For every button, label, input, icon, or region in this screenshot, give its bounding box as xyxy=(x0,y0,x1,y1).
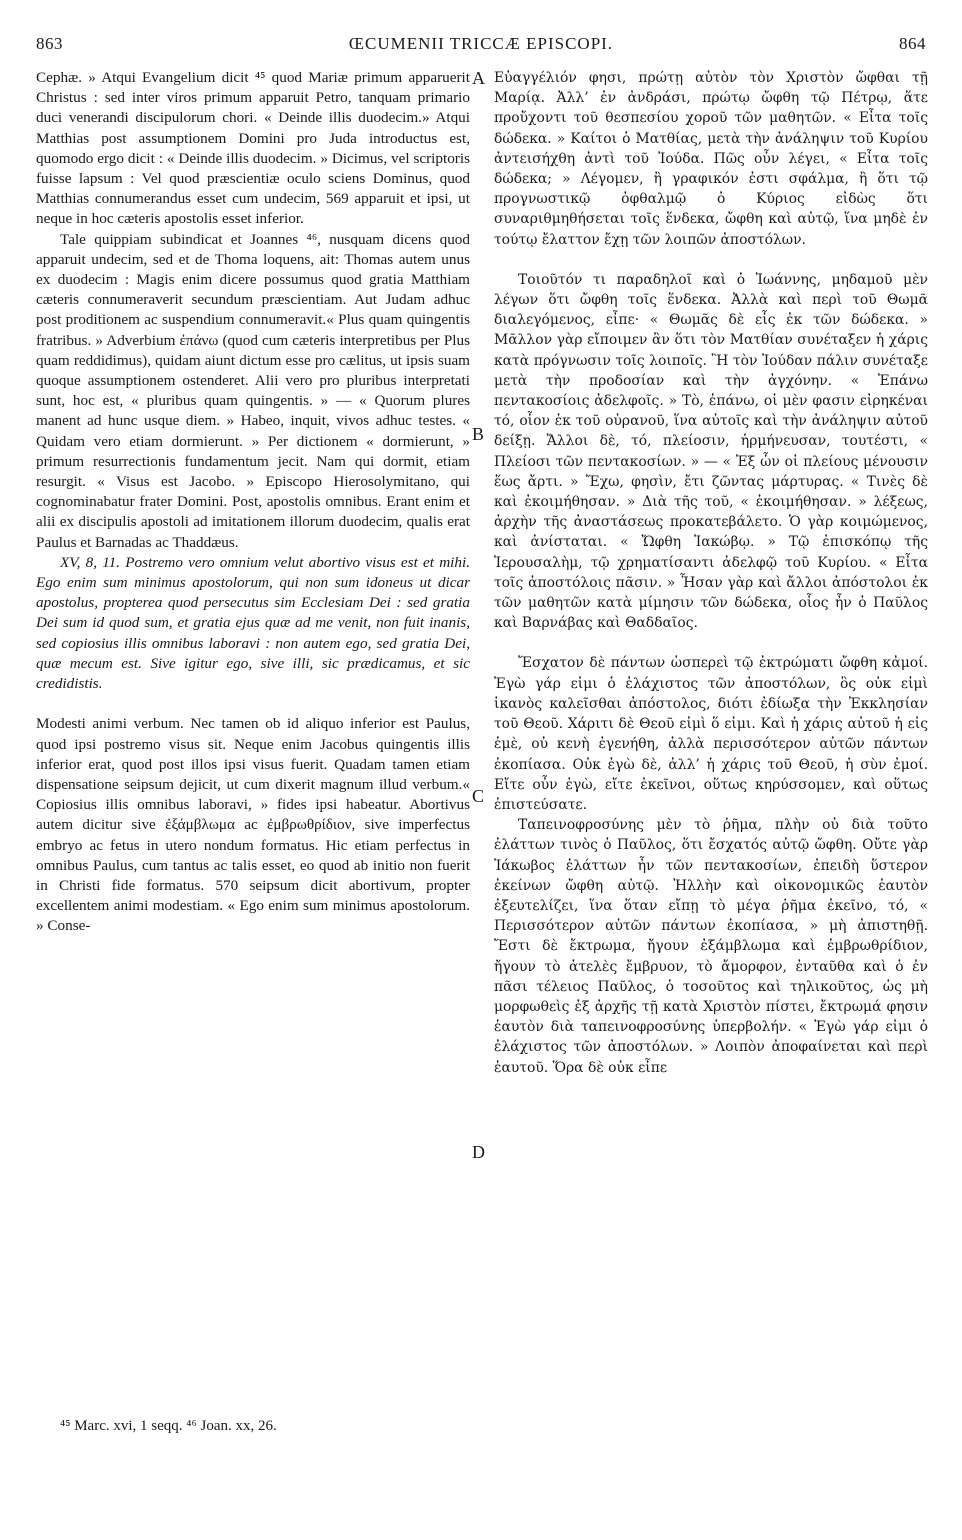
section-marker-d: D xyxy=(472,1142,485,1162)
page-number-left: 863 xyxy=(36,34,63,53)
greek-paragraph-4: Ταπεινοφροσύνης μὲν τὸ ῥῆμα, πλὴν οὐ διὰ τοῦτο ἐλάττων τινὸς ὁ Παῦλος, ὅτι ἔσχατός αὐτῷ ὤφθη. Οὔτε γὰρ Ἰάκωβος ἐλάττων ἦν τῶν πεντακοσίων, ἐπειδὴ ὕστερον ἐκείνων ὤφθη αὐτῷ. Ἠλλὴν καὶ οἰκονομικῶς ἑαυτὸν ἐξευτελίζει, ἵνα ὅταν εἴπῃ τὸ μέγα ῥῆμα ἐκεῖνο, τό, « Περισσότερον αὐτῶν πάντων ἐκοπίασα, » μὴ ἀπιστηθῇ. Ἔστι δὲ ἔκτρωμα, ἤγουν ἐξάμβλωμα καὶ ἐμβρωθρίδιον, ἤγουν τὸ ἀτελὲς ἔμβρυον, τὸ ἄμορφον, ἐνταῦθα καὶ ὁ ἐν πᾶσι τέλειος Παῦλος, ὁ τοσοῦτος καὶ τηλικοῦτος, ὡς μὴ μορφωθεὶς ἐξ ἀρχῆς τῇ κατὰ Χριστὸν πίστει, ἔκτρωμά φησιν ἑαυτὸν διὰ ταπεινοφροσύνης ὑπερβολήν. « Ἐγὼ γάρ εἰμι ὁ ἐλάχιστος τῶν ἀποστόλων. » Λοιπὸν ἀποφαίνεται καὶ περὶ ἑαυτοῦ. Ὅρα δὲ οὐκ εἶπε xyxy=(494,817,928,1076)
page-number-right: 864 xyxy=(899,34,926,53)
paragraph-gap xyxy=(36,694,470,714)
latin-paragraph-4: Modesti animi verbum. Nec tamen ob id aliquo inferior est Paulus, quod ipsi postremo visus sit. Neque enim Jacobus quingentis illis inferior erat, quod post illos ipsi visus fuerit. Quadam tamen etiam dispensatione seipsum dejicit, ut cum dixerit magnum illud verbum.« Copiosius illis omnibus laboravi, » fides ipsi habeatur. Abortivus autem dicitur sive ἐξάμβλωμα ac ἐμβρωθρίδιον, sive imperfectus embryo ac fetus in utero nondum formatus. Hic etiam perfectus in omnibus Paulus, cum tantus ac talis esset, eo quod ab initio non fuerit in Christi fide formatus. 570 seipsum dicit abortivum, propter excellentem animi modestiam. « Ego enim sum minimus apostolorum. » Conse- xyxy=(36,715,470,935)
latin-paragraph-2: Tale quippiam subindicat et Joannes ⁴⁶, nusquam dicens quod apparuit undecim, sed et de Thoma loquens, ait: Thomas autem unus ex duodecim : Magis enim dicere possumus quod gratia Matthiam cæteris connumeraverit secundum præscientiam. Aut Judam adhuc post proditionem ac suspendium connumeravit.« Plus quam quingentis fratribus. » Adverbium ἐπάνω (quod cum cæteris interpretibus per Plus quam reddidimus), quidam aiunt dictum esse pro cælitus, ut ipsis suam quoque assumptionem ostenderet. Alii vero pro pluribus interpretati sunt, hoc est, « pluribus quam quingentis. » — « Quorum plures manent ad hunc usque diem. » Habeo, inquit, vivos adhuc testes. « Quidam vero etiam dormierunt. » Per dictionem « dormierunt, » primum resurrectionis fundamentum jecit. Nam qui dormit, etiam resurgit. « Visus est Jacobo. » Episcopo Hierosolymitano, qui cognominabatur frater Domini. Post, apostolis omnibus. Erant enim et alii ex discipulis apostoli ad imitationem illorum duodecim, qualis erat Paulus et Barnadas ac Thaddæus. xyxy=(36,230,470,551)
paragraph-gap xyxy=(494,250,928,270)
latin-column xyxy=(36,68,470,937)
running-header xyxy=(36,34,926,62)
section-marker-a: A xyxy=(472,68,485,88)
greek-column xyxy=(494,68,928,1078)
section-markers xyxy=(472,68,492,1468)
latin-scripture-quote: XV, 8, 11. Postremo vero omnium velut abortivo visus est et mihi. Ego enim sum minimus apostolorum, qui non sum idoneus ut dicar apostolus, propterea quod persecutus sim Ecclesiam Dei : sed gratia Dei sum id quod sum, et gratia ejus quæ ad me venit, non fuit inanis, sed copiosius illis omnibus laboravi : non autem ego, sed gratia Dei, quæ mecum est. Sive igitur ego, sive illi, sic prædicamus, et sic credidistis. xyxy=(36,553,470,693)
footnotes: ⁴⁵ Marc. xvi, 1 seqq. ⁴⁶ Joan. xx, 26. xyxy=(60,1418,277,1434)
greek-paragraph-1: Εὐαγγέλιόν φησι, πρώτῃ αὐτὸν τὸν Χριστὸν ὤφθαι τῇ Μαρίᾳ. Ἀλλ’ ἐν ἀνδράσι, πρώτῳ ὤφθη τῷ Πέτρῳ, ἅτε προὔχοντι τοῦ θεσπεσίου χοροῦ τῶν μαθητῶν. « Εἶτα τοῖς δώδεκα. » Καίτοι ὁ Ματθίας, μετὰ τὴν ἀνάληψιν τοῦ Κυρίου ἀντεισήχθη ἀντὶ τοῦ Ἰούδα. Πῶς οὖν λέγει, « Εἶτα τοῖς δώδεκα; » Λέγομεν, ἢ γραφικόν ἐστι σφάλμα, ἢ ὅτι τῷ προγνωστικῷ ὀφθαλμῷ ὁ Κύριος εἰδὼς ὅτι συναριθμηθήσεται τοῖς ἕνδεκα, ὤφθη καὶ αὐτῷ, ἵνα μηδὲ ἐν τούτῳ ἔλαττον ἔχῃ τῶν λοιπῶν ἀποστόλων. xyxy=(494,70,928,248)
running-title: ŒCUMENII TRICCÆ EPISCOPI. xyxy=(348,34,614,53)
greek-scripture-quote: Ἔσχατον δὲ πάντων ὡσπερεὶ τῷ ἐκτρώματι ὤφθη κἀμοί. Ἐγὼ γάρ εἰμι ὁ ἐλάχιστος τῶν ἀποστόλων, ὃς οὐκ εἰμὶ ἱκανὸς καλεῖσθαι ἀπόστολος, διότι ἐδίωξα τὴν Ἐκκλησίαν τοῦ Θεοῦ. Χάριτι δὲ Θεοῦ εἰμὶ ὅ εἰμι. Καὶ ἡ χάρις αὐτοῦ ἡ εἰς ἐμὲ, οὐ κενὴ ἐγενήθη, ἀλλὰ περισσότερον αὐτῶν πάντων ἐκοπίασα. Οὐκ ἐγὼ δὲ, ἀλλ’ ἡ χάρις τοῦ Θεοῦ, ἡ σὺν ἐμοί. Εἴτε οὖν ἐγὼ, εἴτε ἐκεῖνοι, οὕτως κηρύσσομεν, καὶ οὕτως ἐπιστεύσατε. xyxy=(494,655,928,813)
greek-paragraph-2: Τοιοῦτόν τι παραδηλοῖ καὶ ὁ Ἰωάννης, μηδαμοῦ μὲν λέγων ὅτι ὤφθη τοῖς ἕνδεκα. Ἀλλὰ καὶ περὶ τοῦ Θωμᾶ διαλεγόμενος, εἶπε· « Θωμᾶς δὲ εἷς ἐκ τῶν δώδεκα. » Μᾶλλον γὰρ εἴποιμεν ἂν ὅτι τὸν Ματθίαν συνέταξεν ἡ χάρις κατὰ πρόγνωσιν τοῖς λοιποῖς. Ἢ τὸν Ἰούδαν πάλιν συνέταξε μετὰ τὴν προδοσίαν καὶ τὴν ἀγχόνην. « Ἐπάνω πεντακοσίοις ἀδελφοῖς. » Τὸ, ἐπάνω, οἱ μὲν φασιν εἰρηκέναι τό, οἷον ἐκ τοῦ οὐρανοῦ, ἵνα αὐτοῖς καὶ τὴν ἀνάληψιν αὐτοῦ δείξῃ. Ἄλλοι δὲ, τό, πλείοσιν, ἡρμήνευσαν, τουτέστι, « Πλείοσι τῶν πεντακοσίων. » — « Ἐξ ὧν οἱ πλείους μένουσιν ἕως ἄρτι. » Ἔχω, φησὶν, ἔτι ζῶντας μάρτυρας. « Τινὲς δὲ καὶ ἐκοιμήθησαν. » Διὰ τῆς τοῦ, « ἐκοιμήθησαν. » λέξεως, ἀρχὴν τῆς ἀναστάσεως προκατεβάλετο. Ὁ γὰρ κοιμώμενος, καὶ ἀνίσταται. « Ὤφθη Ἰακώβῳ. » Τῷ ἐπισκόπῳ τῆς Ἱερουσαλὴμ, τῷ χρηματίσαντι ἀδελφῷ τοῦ Κυρίου. « Εἶτα τοῖς ἀποστόλοις πᾶσιν. » Ἦσαν γὰρ καὶ ἄλλοι ἀπόστολοι ἐκ τῶν μαθητῶν κατὰ μίμησιν τῶν δώδεκα, οἷος ἦν ὁ Παῦλος καὶ Βαρνάβας καὶ Θαδδαῖος. xyxy=(494,271,928,632)
paragraph-gap xyxy=(494,633,928,653)
latin-paragraph-1: Cephæ. » Atqui Evangelium dicit ⁴⁵ quod Mariæ primum apparuerit Christus : sed inter viros primum apparuit Petro, tanquam primario duci venerandi discipulorum chori. « Deinde illis duodecim.» Atqui Matthias post assumptionem Domini pro Juda introductus est, quomodo ergo dicit : « Deinde illis duodecim. » Dicimus, vel scriptoris fuisse lapsum : Vel quod præscientiæ oculo sciens Dominus, quod Matthias connumerandus esset cum undecim, 569 apparuit et ipsi, ut neque in hoc cæteris apostolis esset inferior. xyxy=(36,69,470,228)
section-marker-c: C xyxy=(472,786,485,806)
section-marker-b: B xyxy=(472,424,485,444)
